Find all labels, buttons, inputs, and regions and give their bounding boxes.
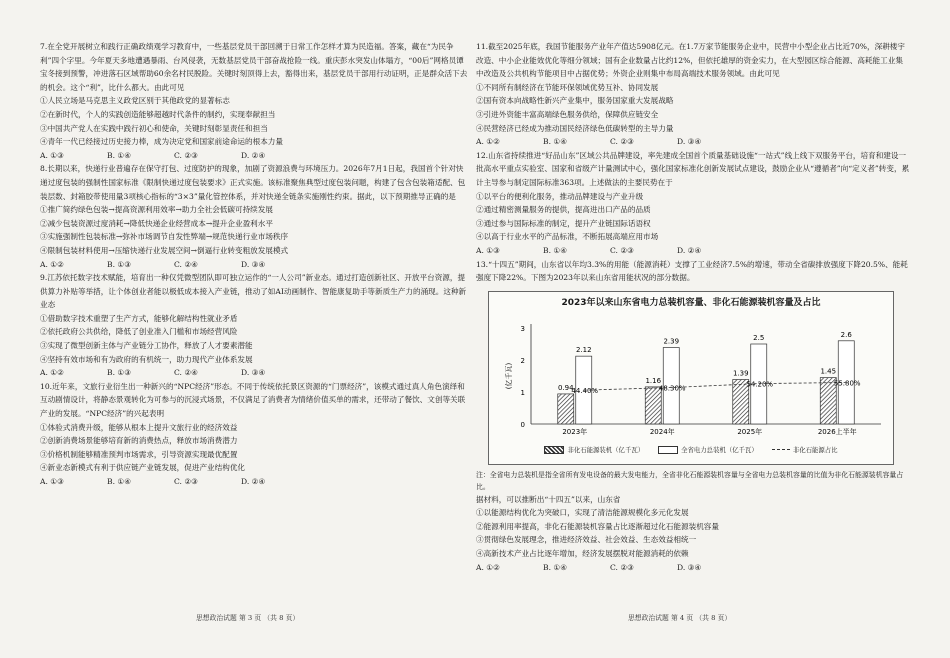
- answer-choice[interactable]: C. ②③: [610, 562, 634, 572]
- page-footer-4: 思想政治试题 第 4 页 （共 8 页）: [628, 614, 732, 622]
- question-13-prompt: 据材料，可以推断出“十四五”以来，山东省: [476, 494, 621, 504]
- line-ratio: [584, 382, 847, 393]
- statement-option: ①借助数字技术重塑了生产方式，能够化解结构性就业矛盾: [40, 313, 238, 323]
- statement-option: ①不同所有制经济在节能环保领域优势互补、协同发展: [476, 82, 659, 92]
- answer-choice[interactable]: A. ①②: [40, 259, 64, 269]
- question-stem: 11.截至2025年底，我国节能服务产业年产值达5908亿元。在1.7万家节能服务企业中，民营中小型企业占比近70%，深耕楼宇改造、中小企业能效优化等细分领域；国有企业数量占比约12%，但依托雄厚的资金实力，在大型园区综合能源、高耗能工业集中改造及公共机构节能项目中占据优势；外资企业则集中布局高端技术服务领域。由此可见: [476, 42, 905, 79]
- data-label-total: 2.5: [753, 333, 765, 342]
- answer-choices: [476, 135, 910, 149]
- statement-option: ④坚持有效市场和有为政府的有机统一，助力现代产业体系发展: [40, 354, 253, 364]
- data-label-nonfossil: 1.39: [732, 369, 749, 378]
- data-label-ratio: 48.30%: [658, 384, 686, 393]
- chart-note: 注：全省电力总装机是指全省所有发电设备的最大发电能力，全省非化石能源装机容量与全省电力总装机容量的比值为非化石能源装机容量占比。: [476, 470, 904, 491]
- statement-option: ②在新时代，个人的实践创造能够超越时代条件的制约，实现奉献担当: [40, 109, 276, 119]
- answer-choice[interactable]: B. ①④: [107, 150, 132, 160]
- bar-nonfossil: [558, 394, 574, 424]
- answer-choice[interactable]: A. ①③: [40, 150, 64, 160]
- answer-choices: [40, 475, 470, 489]
- data-label-ratio: 54.20%: [746, 380, 774, 389]
- chart-legend: [499, 444, 883, 458]
- statement-option: ②依托政府公共供给，降低了创业准入门槛和市场经营风险: [40, 327, 238, 337]
- answer-choice[interactable]: D. ③④: [241, 259, 266, 269]
- y-axis-label: (亿千瓦): [505, 362, 513, 389]
- statement-option: ③通过参与国际标准的制定，提升产业链国际话语权: [476, 218, 651, 228]
- y-tick-label: 2: [520, 356, 525, 365]
- answer-choice[interactable]: C. ②③: [174, 477, 198, 486]
- statement-option: ④限制包装材料使用→压缩快递行业发展空间→倒逼行业转变粗放发展模式: [40, 245, 289, 255]
- question-stem: 8.长期以来，快递行业普遍存在保守打包、过度防护的现象，加剧了资源浪费与环境压力。2026年7月1日起，我国首个针对快递过度包装的强制性国家标准《限制快递过度包装要求》正式实施。该标准聚焦典型过度包装问题，构建了包含包装箱适配、包装层数、封箱胶带使用量3项核心指标的“3×3”量化管控体系，并对快递全链条实施刚性约束。据此，以下预期推导正确的是: [40, 164, 466, 201]
- question-stem: 12.山东省持续推进“好品山东”区域公共品牌建设，率先建成全国首个质量基础设施“一站式”线上线下双服务平台，培育和建设一批高水平重点实验室、国家和省级产计量测试中心，强化国家标准化创新发展试点建设，鼓励企业从“遵循者”向“定义者”转变，累计主导参与制定国际标准363项。上述做法的主要民势在于: [476, 150, 910, 187]
- answer-choice[interactable]: D. ②④: [677, 245, 702, 255]
- data-label-ratio: 55.80%: [833, 379, 861, 388]
- answer-choice[interactable]: C. ②③: [610, 245, 634, 255]
- answer-choices: [40, 366, 470, 380]
- statement-option: ②能源利用率提高，非化石能源装机容量占比逐渐超过化石能源装机容量: [476, 521, 719, 531]
- statement-option: ③中国共产党人在实践中践行初心和使命，关键时刻彰显责任和担当: [40, 123, 268, 133]
- x-tick-label: 2023年: [562, 427, 588, 436]
- statement-option: ①体验式消费升级，能够从根本上提升文旅行业的经济效益: [40, 422, 238, 432]
- answer-choice[interactable]: A. ①③: [40, 477, 64, 486]
- answer-choice[interactable]: B. ①④: [543, 245, 568, 255]
- question-stem: 10.近年来，文旅行业衍生出一种新兴的“NPC经济”形态。不同于传统依托景区资源的“门票经济”，该模式通过真人角色演绎和互动剧情设计，将静态景观转化为可参与的沉浸式场景，不仅满足了消费者为情绪价值买单的需求，还带动了餐饮、文创等关联产业的发展。“NPC经济”的兴起表明: [40, 381, 466, 419]
- answer-choice[interactable]: D. ②④: [241, 150, 266, 160]
- energy-chart: [488, 291, 894, 465]
- statement-option: ④民营经济已经成为推动国民经济绿色低碳转型的主导力量: [476, 123, 674, 133]
- statement-option: ②减少包装资源过度消耗→降低快递企业经营成本→提升企业盈利水平: [40, 218, 273, 228]
- answer-choice[interactable]: A. ①②: [476, 137, 500, 147]
- data-label-ratio: 44.40%: [571, 386, 599, 395]
- data-label-total: 2.39: [663, 337, 680, 346]
- data-label-total: 2.12: [575, 345, 592, 354]
- legend-item-total: 全省电力总装机（亿千瓦）: [658, 444, 758, 458]
- answer-choice[interactable]: B. ①③: [107, 259, 132, 269]
- statement-option: ④青年一代已经接过历史接力棒，成为决定党和国家前途命运的根本力量: [40, 137, 283, 147]
- x-tick-label: 2024年: [649, 427, 675, 436]
- statement-option: ③价格机制能够精准预判市场需求，引导资源实现最优配置: [40, 449, 238, 459]
- page-3: [40, 40, 470, 489]
- answer-choice[interactable]: D. ③④: [677, 562, 702, 572]
- chart-title: 2023年以来山东省电力总装机容量、非化石能源装机容量及占比: [561, 297, 821, 308]
- data-label-nonfossil: 1.45: [820, 367, 837, 376]
- answer-choices: [40, 149, 470, 163]
- answer-choice[interactable]: C. ②④: [174, 259, 198, 269]
- answer-choice[interactable]: A. ①②: [476, 562, 500, 572]
- question-stem: 9.江苏依托数字技术赋能，培育出一种仅凭微型团队即可独立运作的“一人公司”新业态。通过打造创新社区、开放平台资源，提供算力补贴等举措，让个体创业者能以极低成本接入产业链，推动了如AI动画制作、智能康复助手等新质生产力的涌现。这种新业态: [40, 273, 467, 310]
- y-tick-label: 0: [520, 420, 525, 429]
- answer-choice[interactable]: B. ①④: [543, 137, 568, 147]
- y-tick-label: 1: [520, 388, 525, 397]
- statement-option: ③引进外资能丰富高端绿色服务供给，保障供应链安全: [476, 109, 659, 119]
- statement-option: ④以高于行业水平的产品标准，不断拓展高端应用市场: [476, 232, 659, 242]
- statement-option: ④新业态新模式有利于供应链产业链发展，促进产业结构优化: [40, 463, 246, 473]
- answer-choice[interactable]: A. ①②: [40, 368, 64, 378]
- data-label-nonfossil: 0.94: [557, 383, 574, 392]
- legend-item-ratio: 非化石能源占比: [772, 444, 838, 458]
- statement-option: ①人民立场是马克思主义政党区别于其他政党的显著标志: [40, 96, 230, 106]
- statement-option: ①推广简约绿色包装→提高资源利用效率→助力全社会低碳可持续发展: [40, 205, 273, 215]
- question-stem: 7.在全党开展树立和践行正确政绩观学习教育中，一些基层党员干部回溯于日常工作怎样才算为民造福。答案，藏在“为民争利”四个字里。今年夏天多地遭遇暴雨、台风侵袭，无数基层党员干部奋战抢险一线。重庆彭水突发山体塌方，“00后”网格员谭宝冬接到预警，冲进落石区域帮助60余名村民脱险。关键时刻顶得上去，豁得出来，基层党员干部用行动证明，正是群众活下去的机会。这个“利”，比什么都大。由此可见: [40, 42, 468, 92]
- data-label-nonfossil: 1.16: [645, 376, 662, 385]
- answer-choice[interactable]: B. ①④: [543, 562, 568, 572]
- y-tick-label: 3: [520, 324, 525, 333]
- chart-svg: [489, 292, 893, 464]
- data-label-total: 2.6: [840, 330, 852, 339]
- answer-choice[interactable]: A. ①③: [476, 245, 500, 255]
- statement-option: ③贯彻绿色发展理念，推进经济效益、社会效益、生态效益相统一: [476, 535, 697, 545]
- statement-option: ③实现了微型创新主体与产业链分工协作，释放了人才要素潜能: [40, 341, 253, 351]
- answer-choice[interactable]: D. ②④: [241, 477, 266, 486]
- answer-choice[interactable]: C. ②④: [174, 368, 198, 378]
- x-tick-label: 2025年: [737, 427, 763, 436]
- statement-option: ②通过精密测量服务的提供，提高进出口产品的品质: [476, 205, 651, 215]
- question-13-answers: [476, 561, 910, 575]
- legend-item-nonfossil: 非化石能源装机（亿千瓦）: [544, 444, 644, 458]
- statement-option: ②创新消费场景能够培育新的消费热点，释放市场消费潜力: [40, 436, 238, 446]
- answer-choice[interactable]: D. ③④: [677, 137, 702, 147]
- page-footer-3: 思想政治试题 第 3 页 （共 8 页）: [196, 614, 300, 622]
- answer-choice[interactable]: C. ②③: [174, 150, 198, 160]
- page-4: [476, 40, 910, 574]
- statement-option: ③实施强制性包装标准→弥补市场调节自发性弊端→规范快递行业市场秩序: [40, 232, 289, 242]
- x-tick-label: 2026上半年: [817, 427, 857, 436]
- answer-choices: [476, 244, 910, 258]
- answer-choice[interactable]: B. ①④: [107, 477, 132, 486]
- statement-option: ④高新技术产业占比逐年增加，经济发展摆脱对能源消耗的依赖: [476, 549, 689, 559]
- statement-option: ①以能源结构优化为突破口，实现了清洁能源规模化多元化发展: [476, 508, 689, 518]
- answer-choice[interactable]: B. ①③: [107, 368, 132, 378]
- answer-choice[interactable]: D. ③④: [241, 368, 266, 378]
- answer-choices: [40, 258, 470, 272]
- statement-option: ②国有资本向战略性新兴产业集中，服务国家重大发展战略: [476, 96, 674, 106]
- question-13-stem: 13.“十四五”期间，山东省以年均3.3%的用能（能源消耗）支撑了工业经济7.5%的增速，带动全省碳排放强度下降20.5%、能耗强度下降22%。下图为2023年以来山东省用能状况的部分数据。: [476, 259, 908, 283]
- answer-choice[interactable]: C. ②③: [610, 137, 634, 147]
- statement-option: ①以平台的便利化服务，推动品牌建设与产业升级: [476, 191, 644, 201]
